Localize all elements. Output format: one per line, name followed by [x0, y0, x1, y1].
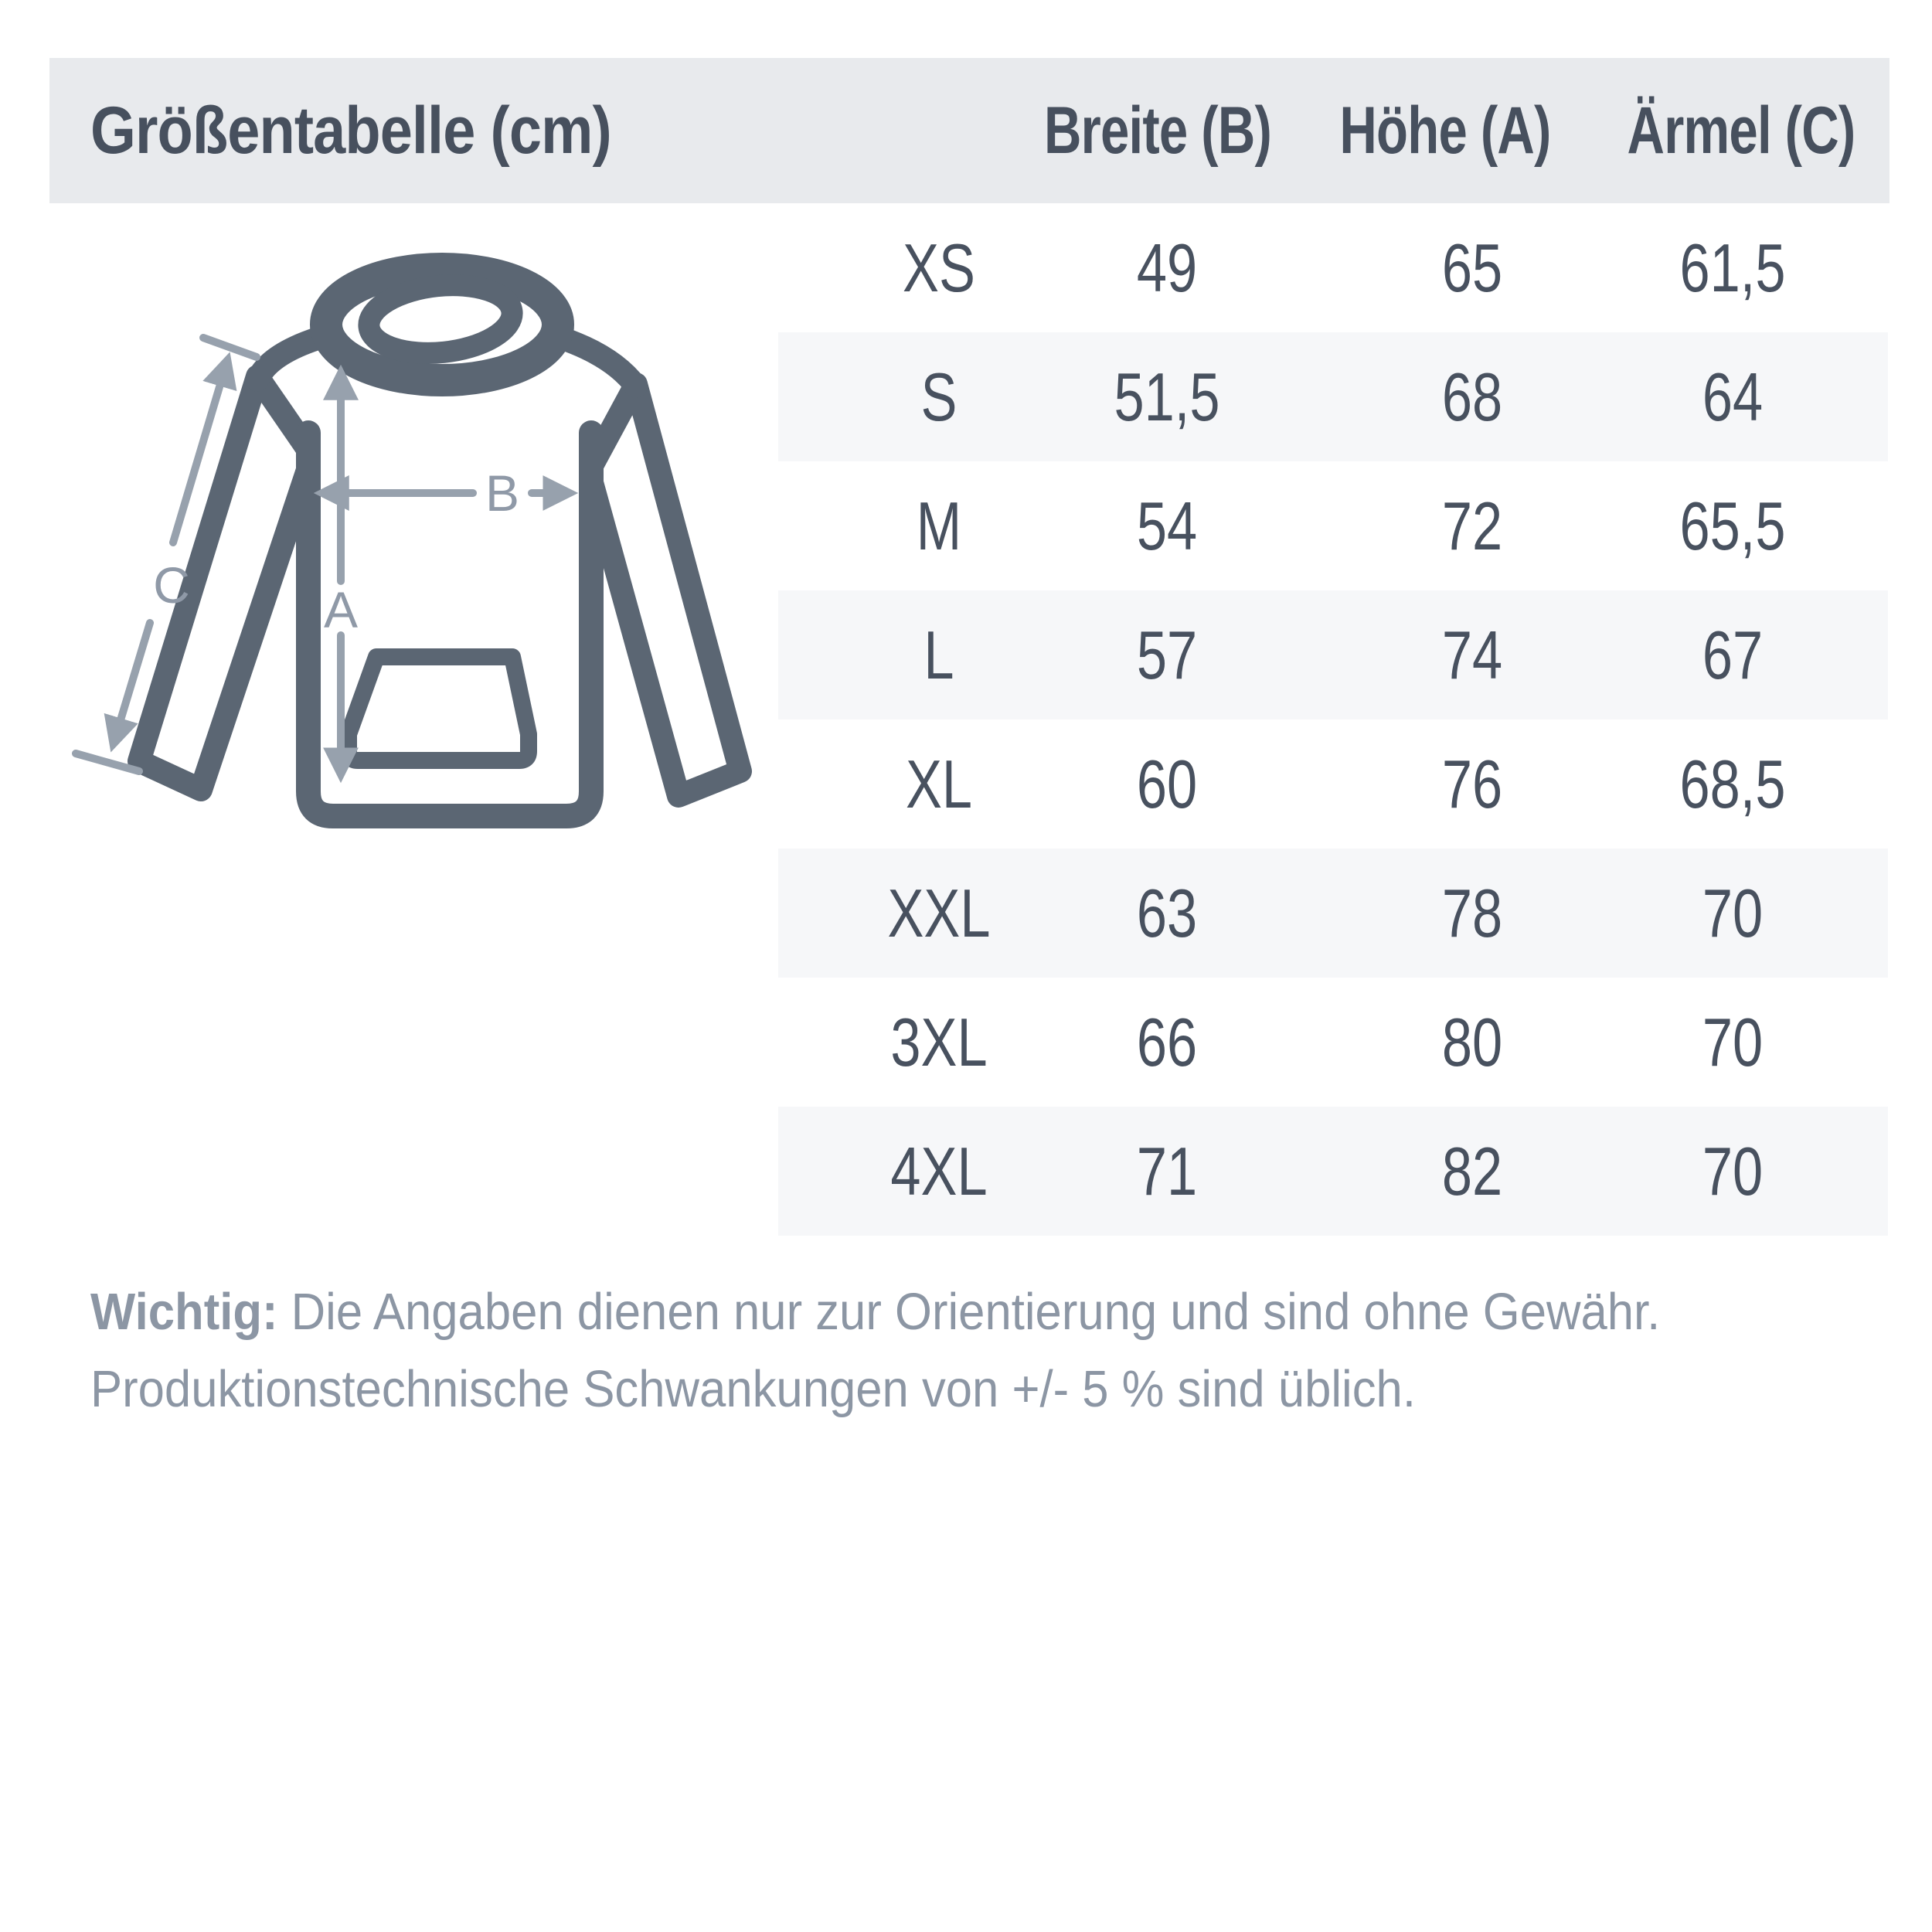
hoehe-value: 72	[1441, 487, 1503, 564]
hoehe-value: 65	[1441, 229, 1503, 306]
aermel-value: 70	[1702, 1003, 1764, 1080]
table-row	[778, 590, 1888, 719]
column-header-breite: Breite (B)	[1043, 93, 1272, 168]
label-b: B	[485, 464, 520, 522]
disclaimer-line-1	[90, 1274, 1883, 1351]
size-label: 3XL	[890, 1003, 988, 1080]
disclaimer-text-2: Produktionstechnische Schwankungen von +/- 5 % sind üblich.	[90, 1360, 1416, 1418]
hoehe-value: 68	[1441, 358, 1503, 435]
disclaimer	[90, 1274, 1883, 1428]
aermel-value: 65,5	[1679, 487, 1786, 564]
aermel-value: 70	[1702, 1132, 1764, 1209]
table-row	[778, 203, 1888, 332]
size-table-rows	[778, 203, 1888, 1236]
size-label: 4XL	[890, 1132, 988, 1209]
label-a: A	[323, 581, 359, 638]
column-header-hoehe: Höhe (A)	[1339, 93, 1551, 168]
table-row	[778, 332, 1888, 461]
c-tick-top	[203, 338, 257, 357]
aermel-value: 68,5	[1679, 745, 1786, 822]
hoehe-value: 76	[1441, 745, 1503, 822]
hoehe-value: 78	[1441, 874, 1503, 951]
hoehe-value: 74	[1441, 616, 1503, 693]
hoehe-value: 82	[1441, 1132, 1503, 1209]
page-title	[90, 58, 682, 203]
breite-value: 49	[1136, 229, 1198, 306]
table-row	[778, 1107, 1888, 1236]
size-label: L	[923, 616, 954, 693]
aermel-value: 64	[1702, 358, 1764, 435]
page-title-text: Größentabelle (cm)	[90, 93, 611, 168]
size-label: XXL	[887, 874, 991, 951]
aermel-value: 70	[1702, 874, 1764, 951]
table-header	[49, 58, 1889, 203]
aermel-value: 61,5	[1679, 229, 1786, 306]
table-row	[778, 719, 1888, 849]
aermel-value: 67	[1702, 616, 1764, 693]
size-label: M	[916, 487, 962, 564]
label-c: C	[153, 556, 190, 614]
hoehe-value: 80	[1441, 1003, 1503, 1080]
kangaroo-pocket	[349, 657, 529, 760]
right-sleeve	[589, 384, 740, 796]
size-label: S	[920, 358, 957, 435]
table-row	[778, 978, 1888, 1107]
disclaimer-line-2	[90, 1351, 1883, 1428]
table-row	[778, 461, 1888, 590]
breite-value: 60	[1136, 745, 1198, 822]
disclaimer-bold-prefix: Wichtig:	[90, 1283, 278, 1341]
breite-value: 51,5	[1114, 358, 1220, 435]
breite-value: 57	[1136, 616, 1198, 693]
breite-value: 66	[1136, 1003, 1198, 1080]
size-label: XS	[903, 229, 975, 306]
breite-value: 54	[1136, 487, 1198, 564]
hood-inner	[366, 279, 515, 360]
disclaimer-text-1: Die Angaben dienen nur zur Orientierung und sind ohne Gewähr.	[277, 1283, 1661, 1341]
breite-value: 71	[1136, 1132, 1198, 1209]
breite-value: 63	[1136, 874, 1198, 951]
size-label: XL	[905, 745, 973, 822]
hoodie-measurement-diagram	[0, 216, 835, 912]
column-header-aermel: Ärmel (C)	[1627, 93, 1855, 168]
table-row	[778, 849, 1888, 978]
